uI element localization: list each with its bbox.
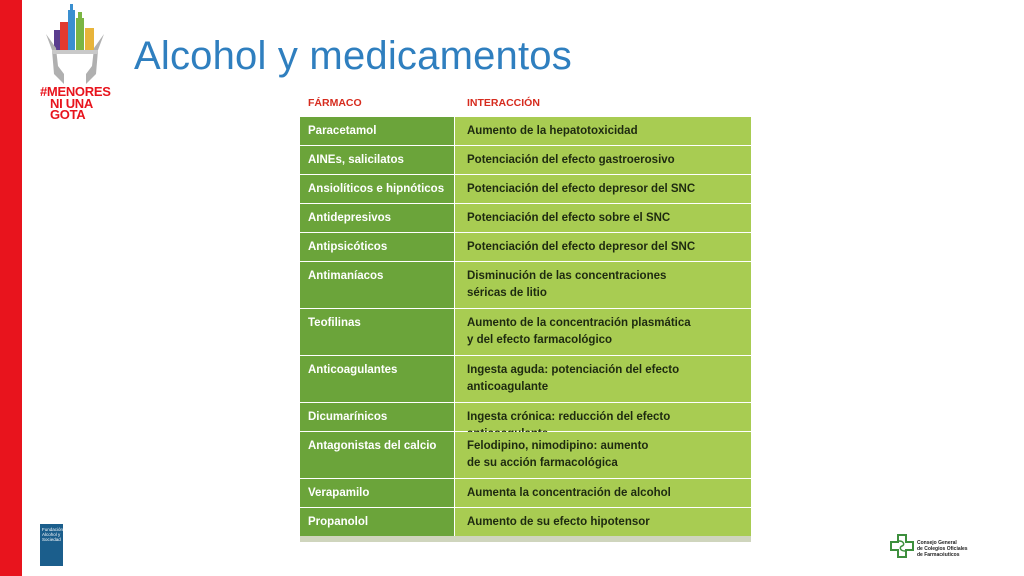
drug-cell: Antagonistas del calcio [300, 432, 454, 478]
header-farmaco: FÁRMACO [308, 97, 362, 109]
council-line-1: Consejo General [917, 540, 957, 546]
interaction-cell: Aumento de la concentración plasmática y del efecto farmacológico [454, 309, 751, 355]
interaction-table [300, 92, 751, 542]
header-interaccion: INTERACCIÓN [467, 97, 540, 109]
drug-cell: Propanolol [300, 508, 454, 536]
drug-cell: Antimaníacos [300, 262, 454, 308]
table-row [300, 355, 751, 402]
interaction-cell: Ingesta aguda: potenciación del efecto anticoagulante [454, 356, 751, 402]
drug-cell: Paracetamol [300, 117, 454, 145]
table-row [300, 402, 751, 431]
drug-cell: Teofilinas [300, 309, 454, 355]
interaction-cell: Aumento de la hepatotoxicidad [454, 117, 751, 145]
table-row [300, 431, 751, 478]
council-logo [890, 534, 990, 564]
table-row [300, 174, 751, 203]
table-row [300, 478, 751, 507]
foundation-logo: Fundación Alcohol y Sociedad [40, 524, 63, 566]
table-row [300, 261, 751, 308]
table-header [300, 92, 751, 116]
council-line-3: de Farmacéuticos [917, 552, 960, 558]
table-row [300, 232, 751, 261]
hands-bottles-icon [42, 4, 108, 90]
table-footer-strip [300, 536, 751, 542]
council-line-2: de Colegios Oficiales [917, 546, 968, 552]
table-row [300, 308, 751, 355]
table-row [300, 116, 751, 145]
campaign-text [40, 86, 111, 121]
interaction-cell: Aumento de su efecto hipotensor [454, 508, 751, 536]
drug-cell: Antidepresivos [300, 204, 454, 232]
interaction-cell: Potenciación del efecto sobre el SNC [454, 204, 751, 232]
table-row [300, 507, 751, 536]
interaction-cell: Felodipino, nimodipino: aumento de su acción farmacológica [454, 432, 751, 478]
drug-cell: Antipsicóticos [300, 233, 454, 261]
drug-cell: AINEs, salicilatos [300, 146, 454, 174]
interaction-cell: Disminución de las concentraciones séricas de litio [454, 262, 751, 308]
left-accent-bar [0, 0, 22, 576]
council-name [917, 540, 968, 558]
slide-title: Alcohol y medicamentos [134, 34, 572, 78]
interaction-cell: Aumenta la concentración de alcohol [454, 479, 751, 507]
table-row [300, 145, 751, 174]
table-row [300, 203, 751, 232]
interaction-cell: Ingesta crónica: reducción del efecto [454, 403, 751, 431]
drug-cell: Ansiolíticos e hipnóticos [300, 175, 454, 203]
drug-cell: Verapamilo [300, 479, 454, 507]
campaign-line-3: GOTA [50, 107, 86, 122]
drug-cell: Dicumarínicos [300, 403, 454, 431]
drug-cell: Anticoagulantes [300, 356, 454, 402]
campaign-line-1: #MENORES [40, 84, 111, 99]
interaction-cell: Potenciación del efecto depresor del SNC [454, 175, 751, 203]
campaign-line-2: NI UNA [50, 95, 93, 111]
interaction-cell: Potenciación del efecto depresor del SNC [454, 233, 751, 261]
interaction-cell: Potenciación del efecto gastroerosivo [454, 146, 751, 174]
pharmacy-cross-icon [890, 534, 914, 558]
